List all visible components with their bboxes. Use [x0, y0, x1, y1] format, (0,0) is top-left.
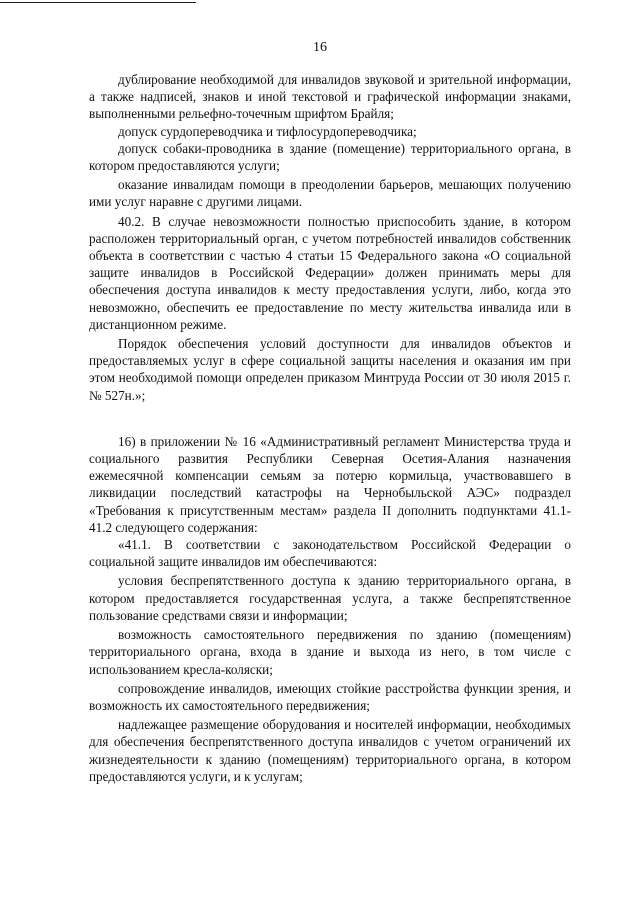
paragraph: оказание инвалидам помощи в преодолении барьеров, мешающих получению ими услуг наравне с другими лицами.	[89, 177, 571, 210]
paragraph: 40.2. В случае невозможности полностью приспособить здание, в котором расположен территориальный орган, с учетом потребностей инвалидов собственник объекта в соответствии с частью 4 статьи 15 Федерального закона «О социальной защите инвалидов в Российской Федерации» должен принимать меры для обеспечения доступа инвалидов к месту предоставления услуги, либо, когда это невозможно, обеспечить ее предоставление по месту жительства инвалида или в дистанционном режиме.	[89, 213, 571, 332]
paragraph: допуск собаки-проводника в здание (помещение) территориального органа, в котором предоставляются услуги;	[89, 140, 571, 174]
paragraph: допуск сурдопереводчика и тифлосурдопереводчика;	[118, 123, 417, 139]
paragraph: надлежащее размещение оборудования и носителей информации, необходимых для обеспечения беспрепятственного доступа инвалидов с учетом ограничений их жизнедеятельности к зданию (помещениям) территориального органа, в котором предоставляются услуги, и к услугам;	[89, 717, 571, 784]
paragraph: Порядок обеспечения условий доступности для инвалидов объектов и предоставляемых услуг в сфере социальной защиты населения и оказания им при этом необходимой помощи определен приказом Минтруда России от 30 июля 2015 г. № 527н.»;	[89, 336, 571, 403]
document-body	[89, 71, 571, 785]
paragraph: сопровождение инвалидов, имеющих стойкие расстройства функции зрения, и возможность их самостоятельного передвижения;	[89, 680, 571, 713]
paragraph: дублирование необходимой для инвалидов звуковой и зрительной информации, а также надписей, знаков и иной текстовой и графической информации знаками, выполненными рельефно-точечным шрифтом Брайля;	[89, 72, 571, 122]
paragraph: условия беспрепятственного доступа к зданию территориального органа, в котором предоставляется государственная услуга, а также беспрепятственное пользование средствами связи и информации;	[89, 573, 571, 623]
paragraph: возможность самостоятельного передвижения по зданию (помещениям) территориального органа, входа в здание и выхода из него, в том числе с использованием кресла-коляски;	[89, 627, 571, 677]
page-number: 16	[313, 40, 327, 55]
paragraph: 16) в приложении № 16 «Административный регламент Министерства труда и социального развития Республики Северная Осетия-Алания назначения ежемесячной компенсации семьям за потерю кормильца, участвовавшего в ликвидации последствий катастрофы на Чернобыльской АЭС» подраздел «Требования к присутственным местам» раздела II дополнить подпунктами 41.1- 41.2 следующего содержания:	[89, 433, 571, 535]
top-rule	[0, 2, 196, 3]
paragraph: «41.1. В соответствии с законодательством Российской Федерации о социальной защите инвалидов им обеспечиваются:	[89, 537, 571, 570]
